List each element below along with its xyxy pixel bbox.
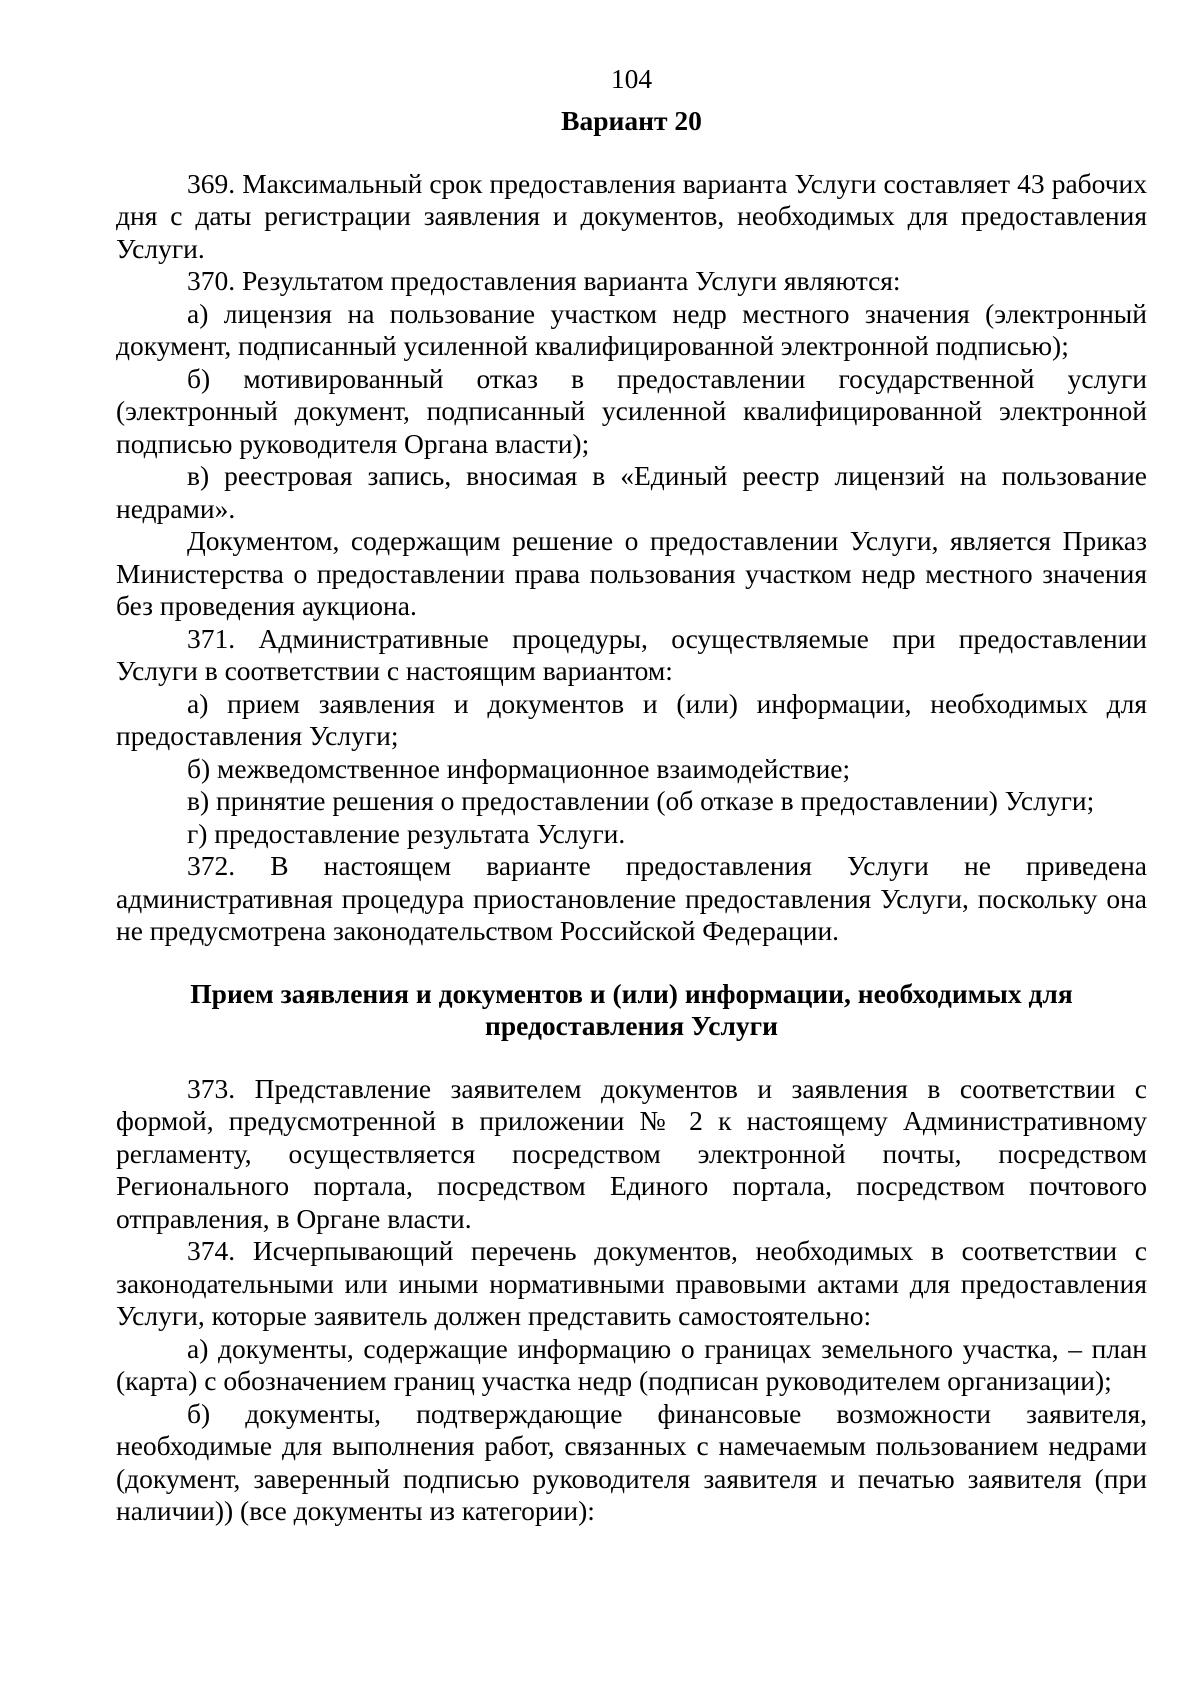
paragraph-373: 373. Представление заявителем документов и заявления в соответствии с формой, предусмотренной в приложении № 2 к настоящему Административному регламенту, осуществляется посредством электронной почты, посредством Регионального портала, посредством Единого портала, посредством почтового отправления, в Органе власти. [116, 1072, 1147, 1234]
paragraph-371-a: а) прием заявления и документов и (или) информации, необходимых для предоставления Услуги; [116, 687, 1147, 751]
spacer [116, 1043, 1147, 1073]
paragraph-371: 371. Административные процедуры, осуществляемые при предоставлении Услуги в соответствии с настоящим вариантом: [116, 622, 1147, 686]
paragraph-370: 370. Результатом предоставления варианта Услуги являются: [187, 265, 901, 296]
paragraph-370-b: б) мотивированный отказ в предоставлении государственной услуги (электронный документ, подписанный усиленной квалифицированной электронной подписью руководителя Органа власти); [116, 362, 1147, 459]
paragraph-371-b: б) межведомственное информационное взаимодействие; [187, 752, 851, 784]
page-number: 104 [610, 63, 653, 94]
paragraph-372: 372. В настоящем варианте предоставления Услуги не приведена административная процедура приостановление предоставления Услуги, поскольку она не предусмотрена законодательством Российской Федерации. [116, 850, 1147, 946]
paragraph-decision-document: Документом, содержащим решение о предоставлении Услуги, является Приказ Министерства о предоставлении права пользования участком недр местного значения без проведения аукциона. [116, 525, 1147, 621]
paragraph-370-v: в) реестровая запись, вносимая в «Единый реестр лицензий на пользование недрами». [116, 460, 1147, 524]
paragraph-group-1 [116, 168, 1147, 948]
paragraph-369: 369. Максимальный срок предоставления варианта Услуги составляет 43 рабочих дня с даты регистрации заявления и документов, необходимых для предоставления Услуги. [116, 167, 1147, 264]
paragraph-group-2 [116, 1073, 1147, 1528]
paragraph-370-a: а) лицензия на пользование участком недр местного значения (электронный документ, подписанный усиленной квалифицированной электронной подписью); [116, 297, 1147, 361]
spacer [116, 138, 1147, 168]
variant-title: Вариант 20 [561, 105, 702, 136]
page-content [116, 63, 1147, 1528]
paragraph-374-b: б) документы, подтверждающие финансовые возможности заявителя, необходимые для выполнения работ, связанных с намечаемым пользованием недрами (документ, заверенный подписью руководителя заявителя и печатью заявителя (при наличии)) (все документы из категории): [116, 1397, 1147, 1526]
paragraph-374-a: а) документы, содержащие информацию о границах земельного участка, – план (карта) с обозначением границ участка недр (подписан руководителем организации); [116, 1332, 1147, 1396]
paragraph-371-v: в) принятие решения о предоставлении (об отказе в предоставлении) Услуги; [187, 785, 1095, 816]
paragraph-371-g: г) предоставление результата Услуги. [187, 817, 626, 849]
spacer [116, 948, 1147, 978]
section-heading: Прием заявления и документов и (или) информации, необходимых для предоставления Услуги [190, 977, 1073, 1041]
paragraph-374: 374. Исчерпывающий перечень документов, необходимых в соответствии с законодательными или иными нормативными правовыми актами для предоставления Услуги, которые заявитель должен представить самостоятельно: [116, 1235, 1147, 1331]
